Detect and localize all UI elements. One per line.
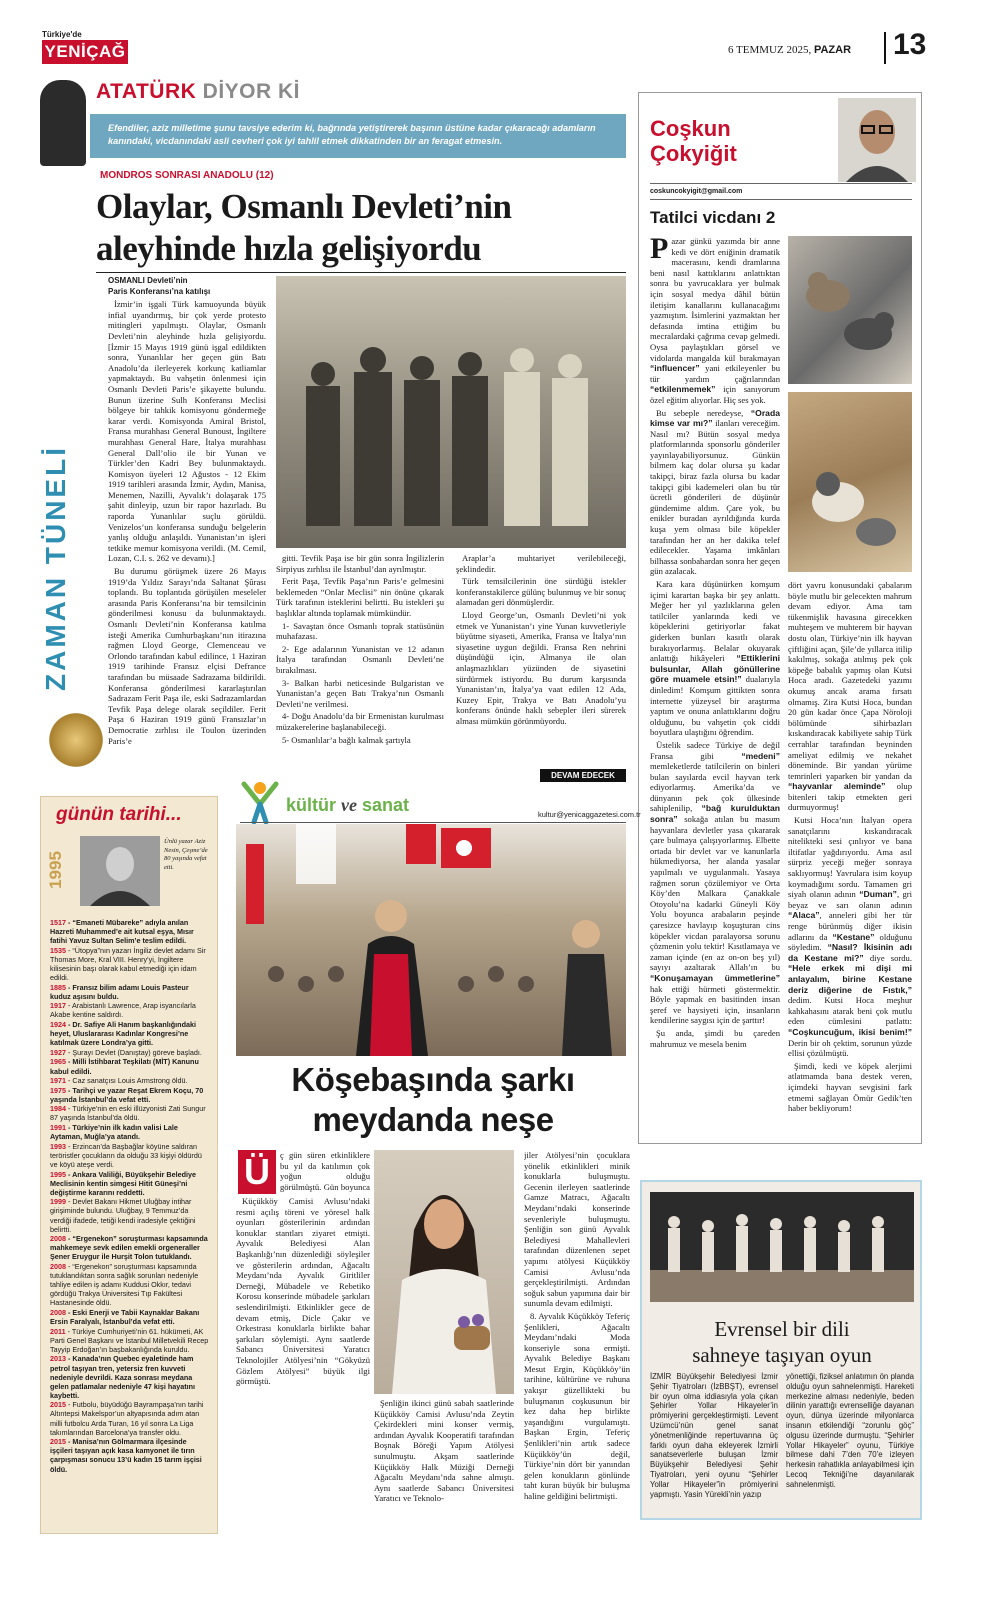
history-entry	[50, 1400, 210, 1436]
history-entry-year: 1993	[50, 1141, 66, 1151]
article-paragraph: gitti. Tevfik Paşa ise bir gün sonra İngilizlerin Sirpiyus zırhlısı ile İstanbul’dan ayrılmıştır.	[276, 553, 444, 574]
article-paragraph: Lloyd George’un, Osmanlı Devleti’ni yok etmek ve Yunanistan’ı yine Yunan kuvvetleriyle büyütme siyaseti, Amerika, Fransa ve İtalya’nın siyasetine uygun değildi. Fransa Ren nehrini düşündüğü için, Almanya ile olan anlaşmazlıkları yüzünden de siyasetini sürdürmek istiyordu. Bu durum karşısında Yunanistan’ın, İtalya’ya vaat edilen 12 Ada, Kuzey Epir, Trakya ve Batı Anadolu’yu konferans önünde haklı sebepler ileri sürerek alması mümkün görünmüyordu.	[456, 609, 626, 726]
history-entry	[50, 1086, 210, 1104]
column-text: olup bitenleri takip etmekten geri durmuyormuş!	[788, 781, 912, 813]
column-text-2	[788, 580, 912, 1148]
history-entry	[50, 1327, 210, 1354]
column-dropcap: P	[650, 236, 669, 265]
history-entry-text: - Türkiye’nin ilk kadın valisi Lale Aytaman, Muğla’ya atandı.	[50, 1123, 178, 1142]
column-quote: “hayvanlar aleminde”	[788, 781, 886, 792]
article-subhead	[108, 276, 266, 297]
kultur-headline-2: meydanda neşe	[312, 1101, 554, 1138]
history-entry-year: 1535	[50, 945, 66, 955]
column-quote: “influencer”	[650, 363, 700, 374]
columnist-last-name: Çokyiğit	[650, 141, 737, 166]
aziz-nesin-photo	[80, 836, 160, 906]
fountain-pen-icon	[44, 710, 108, 770]
history-entry-text: - “Ergenekon” soruşturması kapsamında mahkemeye sevk edilen emekli orgeneraller Şener Eruygur ile Hurşit Tolon tutuklandı.	[50, 1234, 208, 1262]
column-quote: “etkilenmemek”	[650, 384, 716, 395]
weekday-text: PAZAR	[813, 44, 852, 56]
history-entry-year: 1924	[50, 1020, 66, 1030]
subhead-line-1: OSMANLI Devleti’nin	[108, 276, 188, 285]
section-rule	[240, 822, 626, 823]
kittens-figure-2	[788, 392, 912, 572]
evrensel-headline-2: sahneye taşıyan oyun	[692, 1343, 872, 1367]
history-entry-text: - Fransız bilim adamı Louis Pasteur kuduz aşısını buldu.	[50, 982, 189, 1001]
photo-year-label	[46, 838, 66, 898]
article-paragraph: Bu durumu görüşmek üzere 26 Mayıs 1919’da Yıldız Sarayı’nda Saltanat Şûrası toplandı. Bu toplantıda görüşülen meseleler arasında Paris Konferansı’na bir temsilcinin gönderilmesi konusu da bulunmaktaydı. Osmanlı Devleti’nin Konferansa katılma isteği Amerika Cumhurbaşkanı’nın itirazına rağmen Lloyd George, Clemenceau ve Orlondo tarafından kabul edilince, 1 Haziran 1919 tarihinde Fransız elçisi Defrance tarafından bu müsaade Sadrazama bildirildi. Konferansa gönderilmesi kararlaştırılan Sadrazam Ferit Paşa ile, eski Sadrazamlardan Tevfik Paşa delege olarak seçildiler. Ferit Paşa 6 Haziran 1919 günü Fransızlar’ın Democratie zırhlısı ile Toulon üzerinden Paris’e	[108, 566, 266, 746]
demand-item: 1- Savaştan önce Osmanlı toprak statüsünün muhafazası.	[276, 620, 444, 642]
column-quote: “Ettiklerini bulsunlar, Allah gönüllerine göre muamele etsin!”	[650, 653, 780, 685]
history-entry-text: - Tarihçi ve yazar Reşat Ekrem Koçu, 70 yaşında İstanbul’da vefat etti.	[50, 1085, 204, 1104]
history-entry-year: 2011	[50, 1326, 66, 1336]
history-entry	[50, 983, 210, 1001]
columnist-rule	[650, 199, 912, 200]
history-entry-year: 1971	[50, 1076, 66, 1086]
history-entry-year: 1975	[50, 1085, 66, 1095]
history-entry	[50, 1020, 210, 1047]
article-paragraph: Türk temsilcilerinin öne sürdüğü istekler konferanstakilerce gülünç bulunmuş ve bir sonuç alamadan geri dönmüşlerdir.	[456, 576, 626, 608]
history-entry-year: 1999	[50, 1197, 66, 1207]
festival-dancers-figure	[236, 824, 626, 1056]
column-quote: “medeni”	[741, 750, 780, 761]
singer-figure	[374, 1150, 514, 1394]
column-text: yani etkileyenler bu tür yardım çağrılarından	[650, 363, 780, 384]
kultur-column-1-top	[280, 1150, 370, 1194]
history-entry	[50, 1437, 210, 1473]
history-entry-text: - Manisa’nın Gölmarmara ilçesinde işçileri taşıyan açık kasa kamyonet ile tırın çarpışması sonucu 13’ü kadın 15 tarım işçisi öldü.	[50, 1437, 202, 1474]
kittens-photo-1	[788, 236, 912, 384]
history-entry-text: - “Ergenekon” soruşturması kapsamında tutuklandıktan sonra sağlık sorunları nedeniyle tahliye edilen iş adamı Kuddusi Okkır, tedavi gördüğü Trakya Üniversitesi Tıp Fakültesi Hastanesinde öldü.	[50, 1261, 199, 1308]
column-text: Şimdi, kedi ve köpek alerjimi atlatmamda bana destek veren, içimdeki hayvan sevgisini fark etmemi sağlayan Ömür Gedik’ten haber bekliyorum!	[788, 1060, 912, 1114]
column-text: Derin bir oh çektim, sorunun yüzde ellisi çözülmüştü.	[788, 1037, 912, 1059]
evrensel-column-1: İZMİR Büyükşehir Belediyesi İzmir Şehir Tiyatroları (İzBBŞT), evrensel bir oyun olma iddiasıyla yola çıkan Şehirler Yollar Hikayeler’in prömiyerini gerçekleştirmişti. Levent Uzümcü’nün genel sanat yönetmenliğinde repertuvarına üç farklı oyun daha ekleyerek İzmirli sanatseverlerle buluşan İzmir Büyükşehir Belediyesi Şehir Tiyatroları, yeni oyunu “Şehirler Yollar Hikayeler”in prömiyerini yapmıştı. Yasin Yürekli’nin yazıp	[650, 1372, 778, 1499]
zaman-tuneli-text: ZAMAN TÜNELİ	[40, 445, 71, 691]
person-arms-up-icon	[240, 780, 280, 824]
kultur-sanat-title	[286, 795, 409, 816]
columnist-photo	[838, 98, 916, 182]
history-entry-text: - Ankara Valiliği, Büyükşehir Belediye Meclisinin kentin simgesi Hitit Güneşi’ni değiştirme kararını reddetti.	[50, 1169, 196, 1197]
column-text: azar günkü yazımda bir anne kedi ve dört eniğinin dramatik macerasını, kendi dramlarına beni nasıl kattıklarını anlattıktan sonra bu yavrucaklara yer bulmak için sosyal medya dâhil bütün iletişim kanallarını kullanacağımı yazmıştım. İsimlerini yazmaktan her defasında imtina ettiğim bu mecralardaki çağrıma cevap gelmedi. Oysa paylaştıkları görsel ve vidolarda mangalda kül bırakmayan	[650, 236, 780, 363]
history-entry-text: - Dr. Safiye Ali Hanım başkanlığındaki heyet, Uluslararası Kadınlar Kongresi’ne katılmak üzere Londra’ya gitti.	[50, 1020, 196, 1048]
history-entry-text: - Türkiye Cumhuriyeti’nin 61. hükümeti, AK Parti Genel Başkanı ve İstanbul Milletvekili Recep Tayyip Erdoğan’ın başbakanlığında kuruldu.	[50, 1326, 209, 1354]
festival-dance-photo	[236, 824, 626, 1056]
photo-year-text: 1995	[46, 851, 65, 889]
kultur-paragraph: Küçükköy Camisi Avlusu’ndaki resmi açılış töreni ve yöresel halk oyunları gösterilerinin ardından konuklar stantları ziyaret etmişti. Ayvalık Belediyesi Alan Başkanlığı’nın düzenlediği söyleşiler ve gösterilerin ardından, Ağacaltı Meydanı’nda Ayvalık Giritliler Derneği, Mübadele ve Rebetiko Korosu konserinde mübadele şarkıları seslendirilmişti. Etkinlikler gece de devam etmiş, Dicle Çakır ve Orkestrası konuklarla birlikte bahar şarkıları söylemişti. Aynı saatlerde Sabancı Üniversitesi Yaratıcı Teknolojiler Atölyesi’nin “Gökyüzü Gözlem Atölyesi” büyük ilgi görmüştü.	[236, 1196, 370, 1387]
history-entry-year: 2008	[50, 1234, 66, 1244]
columnist-rule	[650, 183, 912, 184]
history-entry-year: 1984	[50, 1104, 66, 1114]
history-entry-year: 2008	[50, 1307, 66, 1317]
column-quote: “Nasıl? İkisinin adı da Kestane mi?”	[788, 942, 912, 963]
theater-actors-figure	[650, 1192, 914, 1302]
column-text: Kara kara düşünürken komşum içimi karartan başka bir şey anlattı. Meğer her yıl yazlıklarına gelen tatilciler yanlarında kedi ve köpeklerini getiriyorlar fakat giderken bunları kasıtlı olarak bırakıyorlarmış. Belalar okuyarak anlattığı hikâyeleri	[650, 579, 780, 664]
history-entry	[50, 1308, 210, 1326]
history-entry-year: 1917	[50, 1001, 66, 1011]
history-entry-text: - Devlet Bakanı Hikmet Uluğbay intihar girişiminde bulundu. Uluğbay, 9 Temmuz’da verdiği ifadede, tetiği kendi iradesiyle çektiğini belirtti.	[50, 1197, 196, 1234]
page-number: 13	[893, 28, 927, 61]
column-text: Bu sebeple neredeyse,	[656, 407, 744, 418]
column-text: olduğunu söyledim.	[788, 931, 912, 953]
singer-portrait-photo	[374, 1150, 514, 1394]
column-text: dört yavru konusundaki çabalarım böyle mutlu bir gelecekten mahrum devam ediyor. Ama tam tükenmişlik havasına girecekken muhteşem ve muhterem bir hayvan dostu olan, Türkiye’nin ilk hayvan çiftliğini açan, Şile’de yıllarca itilip kakılmış, sokağa atılmış pek çok köpeğe babalık yapmış olan Kutsi Hoca aradı. Gazetedeki yazımı okumuş ancak arama fırsatı olmamış. Zira Kutsi Hoca, bundan 20 gün kadar önce Çapa Nöroloji bölümünde sihirbazları kıskandıracak kabiliyete sahip Türk cerrahlar tarafından beyninden ameliyat edilmiş ve nekahet döneminde. Bir yandan yürüme temrinleri yaparken bir yandan da	[788, 580, 912, 781]
article-kicker: MONDROS SONRASI ANADOLU (12)	[100, 170, 274, 181]
ataturk-quote: Efendiler, aziz milletime şunu tavsiye ederim ki, bağrında yetiştirerek başının üstüne kadar çıkaracağı adamların kanındaki, vicdanındaki asli cevheri çok iyi tahlil etmek dikkatinden bir an feragat etmesin.	[90, 114, 626, 158]
kultur-dropcap: Ü	[238, 1150, 276, 1194]
history-entry-year: 1965	[50, 1057, 66, 1067]
history-entry-year: 2015	[50, 1437, 66, 1447]
column-text: ilanları vereceğim. Nasıl mı? Bütün sosyal medya platformlarında sponsorlu gönderiler yayınlayabiliyorsunuz. Günkün bilmem kaç dolar olursa şu kadar takipçi, biraz fazla olursa bu kadar takipçi gibi kademeleri olan bu tür ücretli gönderileri de düşünür gündemime aldım. Çare yok, bu enikler buradan ayrıldığında kurda kuşa yem olması bile köpekler tarafından her an her dakika telef edilecekler. Yaşama imkânları bilhassa sonbahardan sonra her geçen gün azalacak.	[650, 418, 780, 577]
history-entry-text: - Futbolu, büyüdüğü Bayrampaşa’nın tarihi Altıntepsi Makelspor’un altyapısında adım atan milli futbolcu Arda Turan, 16 yıl sonra La Liga takımlarından Barcelona’ya transfer oldu.	[50, 1400, 204, 1437]
column-text: Şu anda, şimdi bu çareden mahrumuz ve mesela benim	[650, 1027, 780, 1049]
history-entry-text: - Türkiye’nin en eski illüzyonisti Zati Sungur 87 yaşında İstanbul’da öldü.	[50, 1104, 206, 1123]
headline-rule	[96, 272, 626, 273]
ataturk-title-2: DİYOR Kİ	[202, 80, 300, 103]
portrait-figure	[80, 836, 160, 906]
article-paragraph: Araplar’a muhtariyet verilebileceği, şeklindedir.	[456, 553, 626, 574]
kultur-column-1	[236, 1196, 370, 1532]
history-entry-text: - Arabistanlı Lawrence, Arap isyancılarla Akabe kentine saldırdı.	[50, 1001, 196, 1020]
demand-item: 2- Ege adalarının Yunanistan ve 12 adanın İtalya tarafından Osmanlı Devleti’ne bırakılması.	[276, 643, 444, 675]
section-word-ve: ve	[341, 795, 358, 815]
history-entry	[50, 1197, 210, 1233]
column-quote: “Coşkuncuğum, ikisi benim!”	[788, 1026, 912, 1037]
history-entry	[50, 1123, 210, 1141]
demand-item: 4- Doğu Anadolu’da bir Ermenistan kurulması müzakerelerine başlanabileceği.	[276, 711, 444, 732]
column-text: diye sordu.	[869, 952, 912, 963]
column-text: , anneleri gibi her tür renge bürünmüş diğer ikisin adlarını da	[788, 910, 912, 942]
columnist-email: coskuncokyigit@gmail.com	[650, 188, 743, 195]
history-entry-year: 1927	[50, 1047, 66, 1057]
article-column-1	[108, 276, 266, 762]
column-quote: “Alaca”	[788, 910, 820, 921]
history-entry	[50, 1001, 210, 1019]
column-quote: “Orada kimse var mı?”	[650, 407, 780, 429]
kultur-paragraph: Şenliğin ikinci günü sabah saatlerinde Küçükköy Camisi Avlusu’nda Zeytin Çekirdekleri mini konser vermiş, ardından Ayvalık Kooperatifi tarafından Boşnak Böreği Yapım Atölyesi sunulmuştu. Akşam saatlerinde Küçükköy Halk Müziği Derneği Ağacaltı Meydanı’nda sahne almıştı. Aynı saatlerde Sabancı Üniversitesi Yaratıcı ve Teknolo-	[374, 1398, 514, 1504]
columnist-face-icon	[838, 98, 916, 182]
kultur-headline-1: Köşebaşında şarkı	[291, 1061, 575, 1098]
column-title: Tatilci vicdanı 2	[650, 208, 776, 227]
history-entry	[50, 1076, 210, 1085]
continued-label: DEVAM EDECEK	[540, 769, 626, 782]
history-entry	[50, 1104, 210, 1122]
kultur-email: kultur@yenicaggazetesi.com.tr	[538, 810, 641, 819]
theater-stage-photo	[650, 1192, 914, 1302]
history-entry-text: - “Emaneti Mübareke” adıyla anılan Hazreti Muhammed’e ait kutsal eşya, Mısır fatihi Yavuz Sultan Selim’e teslim edildi.	[50, 918, 194, 946]
column-text: Üstelik sadece Türkiye de değil Fransa gibi	[650, 739, 780, 761]
section-word-1: kültür	[286, 795, 337, 815]
kultur-headline	[240, 1060, 626, 1140]
history-entry	[50, 1170, 210, 1197]
article-headline	[96, 186, 636, 270]
kultur-column-2	[374, 1398, 514, 1534]
issue-date	[728, 44, 851, 56]
column-text: için sanıyorum özel eğitim alıyorlar. Hiç ses yok.	[650, 384, 780, 405]
history-entry-year: 1885	[50, 982, 66, 992]
history-entry-year: 1991	[50, 1123, 66, 1133]
article-column-2	[276, 553, 444, 763]
subhead-line-2: Paris Konferansı’na katılışı	[108, 286, 211, 296]
photo-caption: Ünlü yazar Aziz Nesin, Çeşme’de 80 yaşında vefat etti.	[164, 838, 208, 871]
ataturk-portrait	[40, 80, 86, 166]
column-quote: “Konuşamayan ümmetlerine”	[650, 972, 780, 983]
history-entry-text: - Erzincan’da Başbağlar köyüne saldıran teröristler çocukların da olduğu 33 kişiyi öldürdü ve köyü ateşe verdi.	[50, 1141, 202, 1169]
history-entry-year: 2013	[50, 1354, 66, 1364]
group-photo-figures	[276, 276, 626, 548]
history-entry	[50, 1354, 210, 1399]
section-word-2: sanat	[362, 795, 410, 815]
demand-item: 3- Balkan harbi neticesinde Bulgaristan ve Yunanistan’a geçen Batı Trakya’nın Osmanlı Devleti’ne verilmesi.	[276, 677, 444, 709]
column-text: dedim. Kutsi Hoca meşhur kahkahasını atarak beni çok mutlu eden cümlesini patlattı:	[788, 995, 912, 1027]
column-quote: “Duman”	[859, 889, 897, 900]
newspaper-logo: YENİÇAĞ	[42, 40, 128, 64]
history-entry-year: 1995	[50, 1169, 66, 1179]
history-entry-text: - Eski Enerji ve Tabii Kaynaklar Bakanı Ersin Faralyalı, İstanbul’da vefat etti.	[50, 1307, 200, 1327]
history-entry-text: - Milli İstihbarat Teşkilatı (MİT) Kanunu kabul edildi.	[50, 1057, 199, 1076]
history-entry-year: 2008	[50, 1261, 66, 1271]
kultur-column-3	[524, 1150, 630, 1534]
history-entry	[50, 1057, 210, 1075]
article-column-3	[456, 553, 626, 765]
history-entry-text: - “Ütopya”nın yazarı İngiliz devlet adamı Sir Thomas More, Kral VIII. Henry’yi, İngiltere kilisesinin başı olarak kabul etmediği için idam edildi.	[50, 945, 206, 983]
zaman-tuneli-label	[36, 440, 70, 700]
history-entry-text: - Caz sanatçısı Louis Armstrong öldü.	[66, 1076, 188, 1086]
kultur-paragraph: ç gün süren etkinliklere bu yıl da katılımın çok yoğun olduğu görülmüştü. Gün boyunca	[280, 1150, 370, 1192]
history-entry-year: 1517	[50, 918, 66, 927]
demand-item: 5- Osmanlılar’a bağlı kalmak şartıyla	[282, 734, 411, 745]
history-entry-text: - Kanada’nın Quebec eyaletinde ham petrol taşıyan tren, yetersiz fren kuvveti nedeniyle devrildi. Kaza sonrası meydana gelen patlamalar nedeniyle 47 kişi hayatını kaybetti.	[50, 1354, 196, 1400]
history-entry-year: 2015	[50, 1400, 66, 1410]
article-paragraph: Ferit Paşa, Tevfik Paşa’nın Paris’e gelmesini beklemeden “Onlar Meclisi” nin önüne çıkarak Türk tarafının isteklerini belirtti. Bu istekleri şu başlıklar altında toplamak mümkündür.	[276, 576, 444, 618]
evrensel-column-2: yönettiği, fiziksel anlatımın ön planda olduğu oyun sahnelenmişti. Hareketi merkezine alması nedeniyle, beden dilinin yarattığı evrenselliğe dayanan oyun, dünya üzerinde milyonlarca insanın etkilendiği “zorunlu göç” olgusu üzerinde durmuştu. “Şehirler Yollar Hikayeler” oyunu, Türkiye bilmese dahi 7’den 70’e izleyen herkesin rahatlıkla anlayabilmesi için Lecoq Tekniği’ne dayanılarak sahnelenmişti.	[786, 1372, 914, 1489]
column-text: Kutsi Hoca’nın İtalyan opera sanatçılarını kıskandıracak nitelikteki sesi çınlıyor ve bana iltifatlar yağdırıyordu. Ama asıl sürpriz yeceği meğer sonraya saklıyormuş! Yavrulara isim koyup koymadığımı sordu. Tamamen gri siyah olanın adının	[788, 815, 912, 900]
ataturk-title	[96, 80, 300, 104]
headline-line-1: Olaylar, Osmanlı Devleti’nin	[96, 187, 512, 226]
kittens-figure-1	[788, 236, 912, 384]
column-quote: “bağ kurulduktan sonra”	[650, 803, 780, 825]
date-text: 6 TEMMUZ 2025,	[728, 44, 812, 56]
kultur-paragraph: 8. Ayvalık Küçükköy Teferiç Şenlikleri, Ağacaltı Meydanı’ndaki Moda konseriyle sona ermişti. Ayvalık Belediye Başkanı Mesut Ergin, Küçükköy’ün tarihine, kültürüne ve ruhuna yakışır güzellikteki bu buluşmanın coşkusunun bir kez daha hep birlikte yaşandığını vurgulamıştı. Başkan Ergin, Teferiç Şenlikleri’nin artık sadece Küçükköy’ün değil, Türkiye’nin dört bir yanından gelen konukların gönlünde taht kuran büyük bir buluşma haline geldiğini belirtmişti.	[524, 1310, 630, 1501]
history-entry	[50, 918, 210, 945]
kultur-sanat-icon	[240, 780, 280, 824]
gunun-tarihi-list	[50, 918, 210, 1474]
gunun-tarihi-title: günün tarihi...	[56, 804, 182, 825]
header-divider	[884, 32, 886, 64]
history-entry-text: - Şurayı Devlet (Danıştay) göreve başladı.	[66, 1047, 202, 1057]
headline-line-2: aleyhinde hızla gelişiyordu	[96, 229, 482, 268]
columnist-name	[650, 116, 737, 166]
historical-group-photo	[276, 276, 626, 548]
column-text: dualarıyla dinledim! Komşum gittikten sonra internette yüzeysel bir araştırma yaptım ve onuna anlattıklarını doğru olduğunu, bu vahşetin çok ciddi boyutlara ulaştığını öğrendim.	[650, 674, 780, 738]
column-text: memleketlerde tatilcilerin on binleri bulan sayılarda evcil hayvan terk ediyorlarmış. Amerika’da ve dünyanın pek çok ülkesinde sahiplenilip,	[650, 761, 780, 814]
logo-tagline: Türkiye'de	[42, 30, 82, 39]
evrensel-headline-1: Evrensel bir dili	[714, 1317, 850, 1341]
history-entry	[50, 1262, 210, 1307]
ataturk-title-1: ATATÜRK	[96, 80, 197, 103]
history-entry	[50, 1234, 210, 1261]
columnist-first-name: Coşkun	[650, 116, 731, 141]
history-entry	[50, 1048, 210, 1057]
column-quote: “Kestane”	[832, 931, 875, 942]
evrensel-headline	[650, 1316, 914, 1368]
column-quote: “Hele erkek mi dişi mi anlayalım, birine Kestane deriz diğerine de Fıstık,”	[788, 963, 912, 995]
column-text-1	[650, 236, 780, 1148]
column-text: , gri beyaz ve sarı olanın adının	[788, 889, 912, 910]
column-text: hak ettiği hürmeti göstermektir. Böyle yapmak en basitinden insan şeref ve haysiyeti için, insanların kendilerine saygısı için de şarttır!	[650, 983, 780, 1026]
article-paragraph: İzmir’in işgali Türk kamuoyunda büyük infial uyandırmış, bir çok yerde protesto mitingleri yapılmıştı. Olaylar, Osmanlı Devleti’nin aleyhinde hızla gelişiyordu. [İzmir 15 Mayıs 1919 günü işgal edildikten sonra, Yunanlılar her geçen gün Batı Anadolu’da ilerleyerek korkunç katliamlar yapmaktaydı. Bu vahşetin önlenmesi için Osmanlı Devleti Paris’e şikayette bulundu. Bunun üzerine Sulh Konferansı Meclisi bölgeye bir tahkik komisyonu göndermeğe karar verdi. Komisyonda Amiral Bristol, Fransa murahhası General Bunoust, İngiltere murahhası General Hare, İtalya murahhası General Dall’olio ile bir Yunan ve Türkler’den Kadri Bey bulunmaktaydı. Komisyon üyeleri 12 Ağustos - 12 Ekim 1919 tarihleri arasında İzmir, Aydın, Manisa, Menemen, Nazilli, Ayvalık’ı dolaşarak 175 şahit dinleyip, uzun bir rapor hazırladı. Bu raporda Yunanlılar suçlu görüldü. Venizelos’un konferansa sunduğu belgelerin yanlış olduğu anlaşıldı. Yunanistan’ın işleri tetkike memur komisyona verildi. (M. Cemil, Lozan, C.I. s. 262 ve devamı).]	[108, 299, 266, 564]
history-entry	[50, 946, 210, 982]
kultur-paragraph: jiler Atölyesi’nin çocuklara yönelik etkinlikleri minik konuklarla buluşmuştu. Gecenin ilerleyen saatlerinde Gamze Matracı, Ağacaltı Meydanı’ndaki konserinde sevenleriyle buluşmuştu. Şenliğin son günü Ayvalık Belediyesi Mahallevleri tarafından düzenlenen sepet yapımı atölyesi Küçükköy Camisi Avlusu’nda gerçekleştirilmişti. Ardından soğuk sabun yapımına dair bir sunumla devam edilmişti.	[524, 1150, 630, 1309]
column-text: sokağa atılan bu masum hayvanlara devletler yasa çıkararak çare bulmaya çalışıyorlarmış. Elbette ortada bir devlet var ve kanunlarla hükmediyorsa, her alanda yasalar yapılmalı ve uygulanmalı. Yasaya rağmen sorun çözülemiyor ve Orta Köy’den Malkara Çanakkale Otoyolu’na kadarki Güneyli Köy Yolu boyunca arabaların peşinde çaresizce havlayıp koşuşturan cins köpekler vicdan paralayorsa sorunu çözmenin yolu tektir! Kısıtlamaya ve zaman içinde (en az on-on beş yıl) sayıyı azaltarak Allah’ın bu	[650, 814, 780, 973]
history-entry	[50, 1142, 210, 1169]
kittens-photo-2	[788, 392, 912, 572]
